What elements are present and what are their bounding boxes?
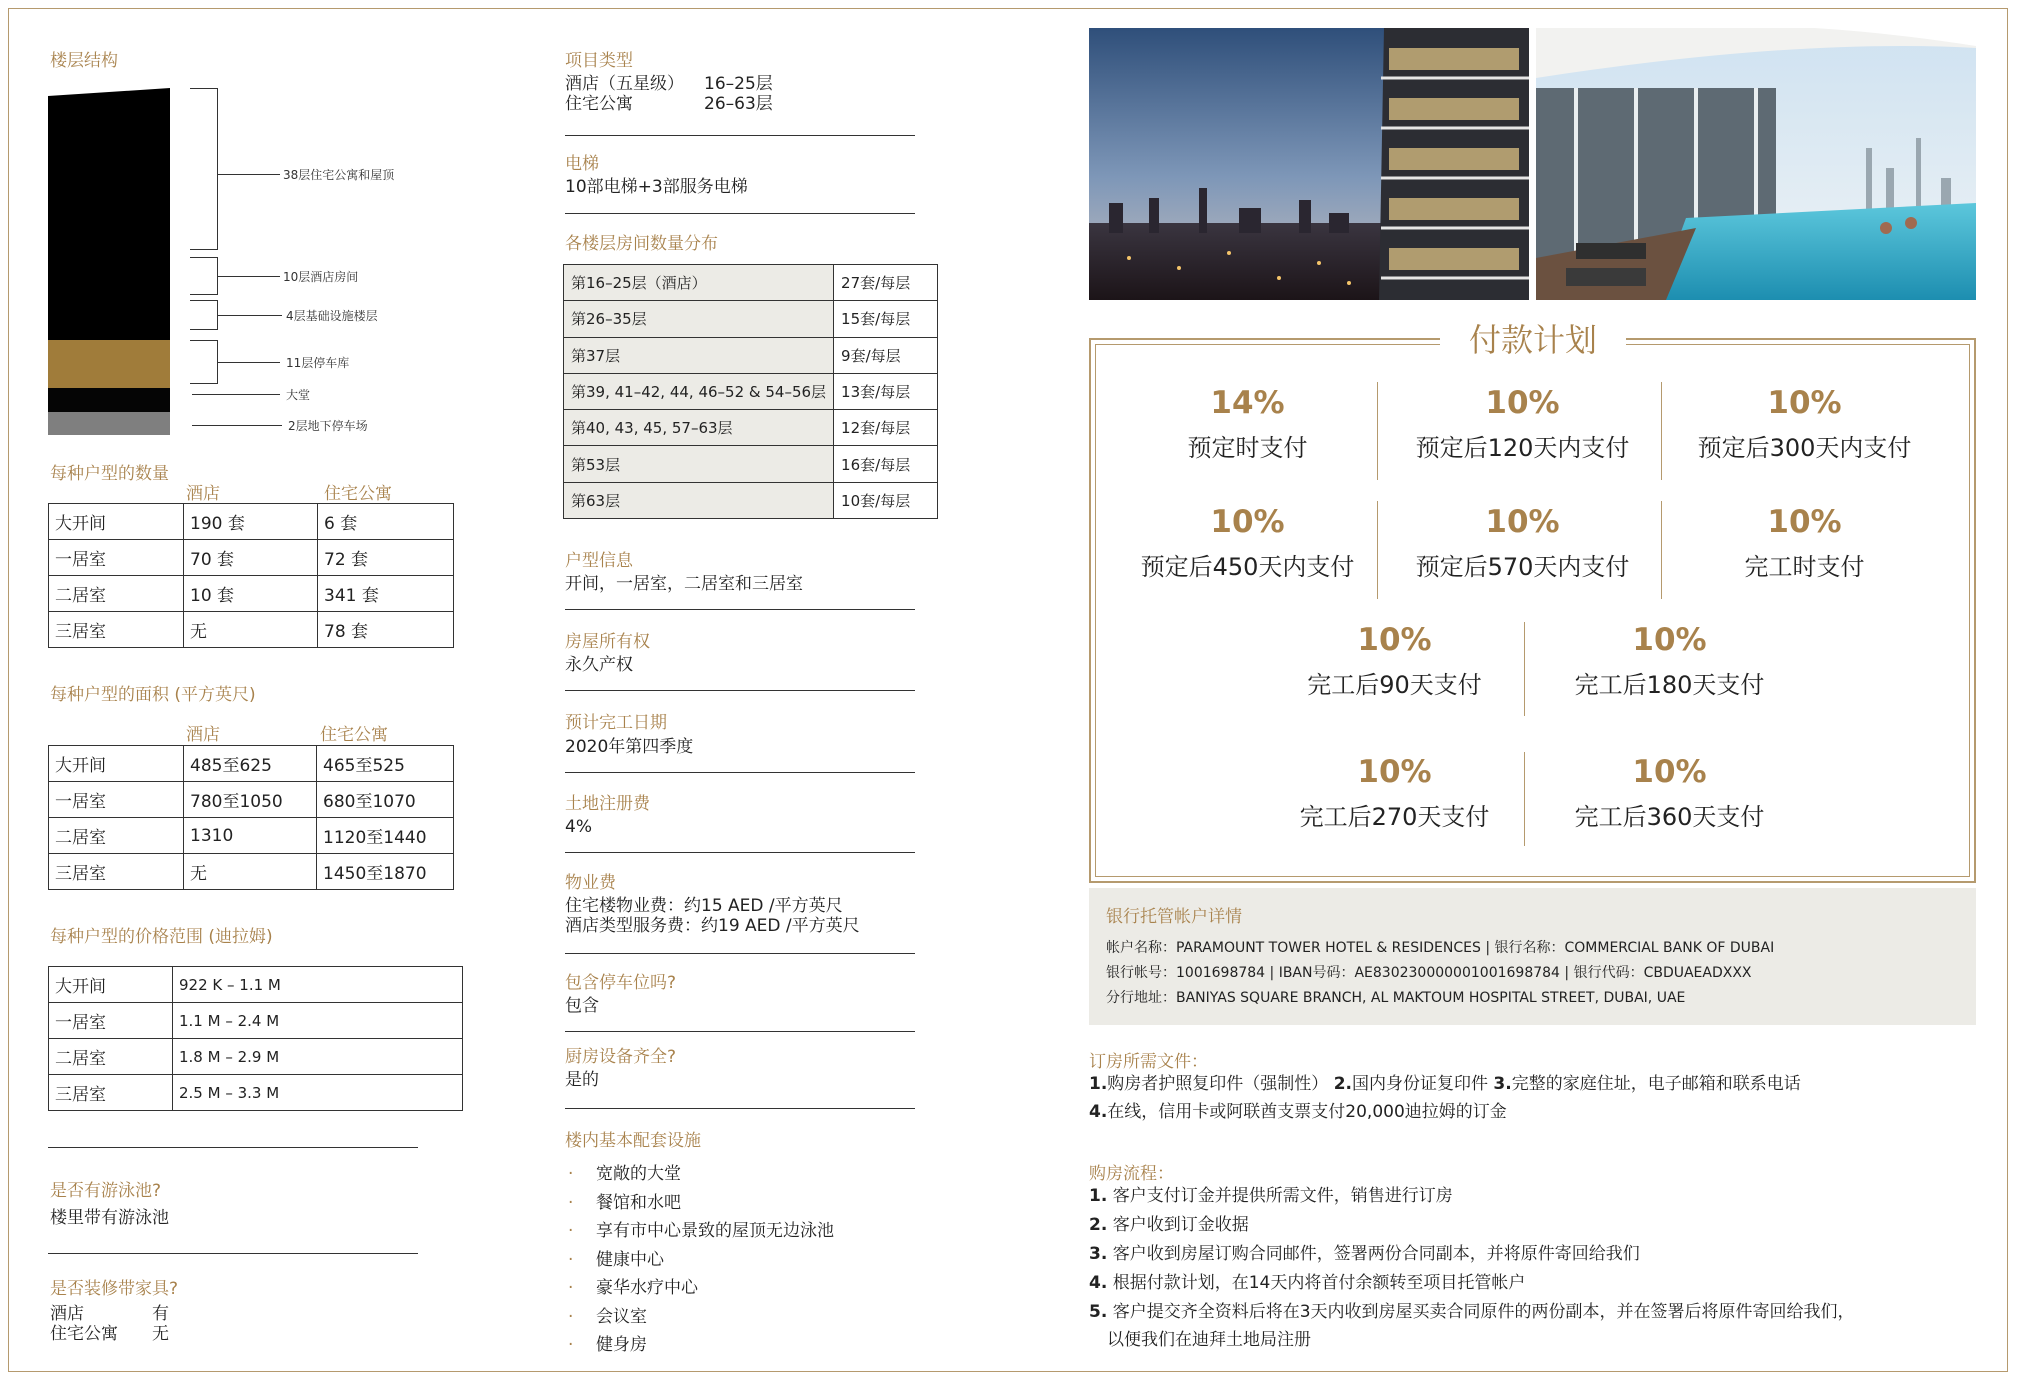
leader-line — [218, 276, 280, 277]
cell: 465至525 — [317, 746, 454, 782]
table-row — [49, 1003, 463, 1039]
list-item — [568, 1188, 681, 1213]
floor-label-residences: 38层住宅公寓和屋顶 — [283, 168, 395, 182]
elevator-title: 电梯 — [565, 154, 599, 174]
leader-line — [218, 174, 280, 175]
bracket-infrastructure — [190, 300, 218, 330]
document-item: 购房者护照复印件（强制性） — [1107, 1074, 1329, 1094]
unit-area-col-hotel: 酒店 — [186, 725, 220, 745]
floor-structure-title: 楼层结构 — [50, 51, 118, 71]
list-number: 1. — [1089, 1186, 1108, 1206]
divider — [565, 690, 915, 691]
land-fee-value: 4% — [565, 817, 592, 837]
furnished-hotel-label: 酒店 — [50, 1304, 84, 1324]
building-diagram — [48, 88, 172, 435]
cell: 72 套 — [318, 540, 454, 576]
ownership-title: 房屋所有权 — [565, 632, 650, 652]
kitchen-answer: 是的 — [565, 1070, 599, 1090]
payment-description: 预定后300天内支付 — [1697, 434, 1912, 462]
table-row — [564, 482, 938, 518]
cell: 6 套 — [318, 504, 454, 540]
step-text: 根据付款计划，在14天内将首付余额转至项目托管帐户 — [1112, 1273, 1526, 1293]
floor-label-basement: 2层地下停车场 — [288, 419, 368, 433]
table-row — [564, 446, 938, 482]
cell: 341 套 — [318, 576, 454, 612]
divider — [565, 852, 915, 853]
process-step — [1089, 1302, 1855, 1323]
step-text: 客户提交齐全资料后将在3天内收到房屋买卖合同原件的两份副本，并在签署后将原件寄回给我们， — [1112, 1302, 1855, 1322]
cell: 第26–35层 — [564, 301, 834, 337]
divider — [565, 213, 915, 214]
payment-description: 完工后90天支付 — [1307, 671, 1482, 699]
bullet-icon: · — [568, 1307, 574, 1327]
cell: 无 — [184, 854, 317, 890]
table-row — [49, 1075, 463, 1111]
completion-title: 预计完工日期 — [565, 713, 667, 733]
table-row — [49, 576, 454, 612]
table-row — [49, 504, 454, 540]
table-row — [49, 818, 454, 854]
payment-description: 预定后450天内支付 — [1140, 553, 1355, 581]
divider — [565, 609, 915, 610]
leader-line — [192, 394, 280, 395]
list-item — [568, 1302, 647, 1327]
cell: 一居室 — [49, 782, 184, 818]
project-type-title: 项目类型 — [565, 51, 633, 71]
amenity-label: 宽敞的大堂 — [596, 1164, 681, 1184]
kitchen-question: 厨房设备齐全? — [565, 1047, 677, 1067]
furnished-hotel-value: 有 — [152, 1304, 169, 1324]
cell: 大开间 — [49, 504, 184, 540]
documents-line-2 — [1089, 1102, 1507, 1123]
payment-percent: 10% — [1485, 385, 1560, 421]
floor-label-hotel: 10层酒店房间 — [283, 270, 359, 284]
list-number: 4. — [1089, 1273, 1108, 1293]
bracket-parking — [190, 340, 218, 384]
payment-percent: 10% — [1485, 504, 1560, 540]
cell: 1.8 M – 2.9 M — [173, 1039, 463, 1075]
pool-answer: 楼里带有游泳池 — [50, 1208, 169, 1228]
service-fee-residence: 住宅楼物业费：约15 AED /平方英尺 — [565, 896, 843, 916]
cell: 第53层 — [564, 446, 834, 482]
cell: 第63层 — [564, 482, 834, 518]
bank-escrow-title: 银行托管帐户详情 — [1106, 907, 1242, 927]
cell: 16套/每层 — [834, 446, 938, 482]
list-number: 5. — [1089, 1302, 1108, 1322]
unit-area-title: 每种户型的面积 (平方英尺) — [50, 685, 256, 705]
table-row — [49, 1039, 463, 1075]
cell: 485至625 — [184, 746, 317, 782]
payment-separator — [1524, 752, 1525, 846]
bank-escrow-panel — [1089, 888, 1976, 1025]
documents-title: 订房所需文件： — [1089, 1052, 1208, 1072]
divider — [565, 953, 915, 954]
cell: 2.5 M – 3.3 M — [173, 1075, 463, 1111]
divider — [565, 772, 915, 773]
list-item — [568, 1273, 698, 1298]
unit-types-value: 开间，一居室，二居室和三居室 — [565, 574, 803, 594]
bullet-icon: · — [568, 1250, 574, 1270]
ownership-value: 永久产权 — [565, 655, 633, 675]
project-type-hotel-floors: 16–25层 — [704, 74, 773, 94]
bullet-icon: · — [568, 1278, 574, 1298]
furnished-residence-label: 住宅公寓 — [50, 1324, 118, 1344]
floor-label-parking: 11层停车库 — [286, 356, 350, 370]
cell: 13套/每层 — [834, 373, 938, 409]
documents-line-1 — [1089, 1074, 1801, 1095]
cell: 1.1 M – 2.4 M — [173, 1003, 463, 1039]
list-number: 2. — [1333, 1074, 1352, 1094]
payment-plan-title: 付款计划 — [1440, 318, 1626, 362]
list-number: 4. — [1089, 1102, 1108, 1122]
payment-description: 预定时支付 — [1187, 434, 1308, 462]
bracket-residences — [190, 88, 218, 250]
list-number: 2. — [1089, 1215, 1108, 1235]
list-number: 1. — [1089, 1074, 1108, 1094]
table-row — [564, 301, 938, 337]
payment-percent: 10% — [1357, 622, 1432, 658]
list-number: 3. — [1493, 1074, 1512, 1094]
cell: 三居室 — [49, 854, 184, 890]
bank-number-line: 银行帐号：1001698784 | IBAN号码：AE830230000001001698784 | 银行代码：CBDUAEADXXX — [1106, 965, 1752, 981]
amenity-label: 健身房 — [596, 1335, 647, 1355]
document-item: 在线，信用卡或阿联酋支票支付20,000迪拉姆的订金 — [1107, 1102, 1507, 1122]
divider — [565, 135, 915, 136]
cell: 190 套 — [184, 504, 318, 540]
cell: 一居室 — [49, 540, 184, 576]
service-fee-title: 物业费 — [565, 873, 616, 893]
service-fee-hotel: 酒店类型服务费：约19 AED /平方英尺 — [565, 916, 860, 936]
step-text: 客户支付订金并提供所需文件，销售进行订房 — [1112, 1186, 1453, 1206]
table-row — [564, 410, 938, 446]
bullet-icon: · — [568, 1335, 574, 1355]
table-row — [49, 854, 454, 890]
table-row — [49, 612, 454, 648]
cell: 70 套 — [184, 540, 318, 576]
cell: 第39, 41–42, 44, 46–52 & 54–56层 — [564, 373, 834, 409]
leader-line — [192, 425, 282, 426]
furnished-question: 是否装修带家具? — [50, 1279, 179, 1299]
process-title: 购房流程： — [1089, 1164, 1174, 1184]
price-range-table — [48, 966, 463, 1111]
list-item — [568, 1245, 664, 1270]
unit-count-col-hotel: 酒店 — [186, 484, 220, 504]
payment-percent: 10% — [1767, 504, 1842, 540]
list-item — [568, 1330, 647, 1355]
cell: 一居室 — [49, 1003, 173, 1039]
payment-description: 完工后180天支付 — [1574, 671, 1765, 699]
unit-area-table — [48, 745, 454, 890]
document-item: 国内身份证复印件 — [1352, 1074, 1488, 1094]
payment-description: 预定后570天内支付 — [1415, 553, 1630, 581]
cell: 二居室 — [49, 1039, 173, 1075]
process-step — [1089, 1186, 1453, 1207]
unit-count-title: 每种户型的数量 — [50, 464, 169, 484]
price-range-title: 每种户型的价格范围 (迪拉姆) — [50, 927, 273, 947]
process-step — [1089, 1215, 1249, 1236]
step-text: 客户收到房屋订购合同邮件，签署两份合同副本，并将原件寄回给我们 — [1112, 1244, 1640, 1264]
cell: 78 套 — [318, 612, 454, 648]
amenity-label: 享有市中心景致的屋顶无边泳池 — [596, 1221, 834, 1241]
cell: 第37层 — [564, 337, 834, 373]
cell: 三居室 — [49, 612, 184, 648]
bullet-icon: · — [568, 1193, 574, 1213]
land-fee-title: 土地注册费 — [565, 794, 650, 814]
completion-value: 2020年第四季度 — [565, 737, 694, 757]
process-step — [1089, 1244, 1640, 1265]
payment-percent: 10% — [1767, 385, 1842, 421]
project-type-residence: 住宅公寓 — [565, 94, 633, 114]
cell: 无 — [184, 612, 318, 648]
cell: 680至1070 — [317, 782, 454, 818]
parking-answer: 包含 — [565, 996, 599, 1016]
rooftop-pool-photo — [1536, 28, 1976, 300]
divider — [565, 1031, 915, 1032]
amenities-title: 楼内基本配套设施 — [565, 1131, 701, 1151]
divider — [565, 1108, 915, 1109]
table-row — [49, 746, 454, 782]
table-row — [564, 265, 938, 301]
table-row — [49, 540, 454, 576]
amenity-label: 餐馆和水吧 — [596, 1193, 681, 1213]
cell: 12套/每层 — [834, 410, 938, 446]
cell: 大开间 — [49, 967, 173, 1003]
payment-percent: 10% — [1210, 504, 1285, 540]
floor-label-infrastructure: 4层基础设施楼层 — [286, 309, 378, 323]
divider — [48, 1253, 418, 1254]
cell: 三居室 — [49, 1075, 173, 1111]
payment-separator — [1377, 382, 1378, 480]
floors-table — [563, 264, 938, 519]
tower-dusk-photo — [1089, 28, 1529, 300]
pool-question: 是否有游泳池? — [50, 1181, 162, 1201]
list-item — [568, 1216, 834, 1241]
elevator-value: 10部电梯+3部服务电梯 — [565, 177, 748, 197]
bank-branch-line: 分行地址：BANIYAS SQUARE BRANCH, AL MAKTOUM HOSPITAL STREET, DUBAI, UAE — [1106, 990, 1686, 1006]
document-item: 完整的家庭住址，电子邮箱和联系电话 — [1511, 1074, 1801, 1094]
unit-count-table — [48, 503, 454, 648]
cell: 10 套 — [184, 576, 318, 612]
payment-description: 完工后360天支付 — [1574, 803, 1765, 831]
list-item — [568, 1159, 681, 1184]
amenity-label: 健康中心 — [596, 1250, 664, 1270]
table-row — [49, 967, 463, 1003]
payment-percent: 10% — [1632, 754, 1707, 790]
cell: 27套/每层 — [834, 265, 938, 301]
cell: 1310 — [184, 818, 317, 854]
payment-separator — [1524, 622, 1525, 716]
bank-account-line: 帐户名称：PARAMOUNT TOWER HOTEL & RESIDENCES | 银行名称：COMMERCIAL BANK OF DUBAI — [1106, 940, 1775, 956]
payment-description: 预定后120天内支付 — [1415, 434, 1630, 462]
bullet-icon: · — [568, 1221, 574, 1241]
table-row — [49, 782, 454, 818]
unit-types-title: 户型信息 — [565, 551, 633, 571]
amenity-label: 豪华水疗中心 — [596, 1278, 698, 1298]
amenity-label: 会议室 — [596, 1307, 647, 1327]
payment-percent: 14% — [1210, 385, 1285, 421]
floors-title: 各楼层房间数量分布 — [565, 234, 718, 254]
leader-line — [218, 362, 280, 363]
payment-description: 完工时支付 — [1744, 553, 1865, 581]
cell: 二居室 — [49, 818, 184, 854]
parking-question: 包含停车位吗? — [565, 973, 677, 993]
cell: 10套/每层 — [834, 482, 938, 518]
cell: 780至1050 — [184, 782, 317, 818]
project-type-residence-floors: 26–63层 — [704, 94, 773, 114]
cell: 二居室 — [49, 576, 184, 612]
cell: 1120至1440 — [317, 818, 454, 854]
cell: 922 K – 1.1 M — [173, 967, 463, 1003]
payment-percent: 10% — [1357, 754, 1432, 790]
table-row — [564, 337, 938, 373]
unit-area-col-residence: 住宅公寓 — [320, 725, 388, 745]
leader-line — [218, 315, 282, 316]
payment-description: 完工后270天支付 — [1299, 803, 1490, 831]
divider — [48, 1147, 418, 1148]
payment-separator — [1377, 501, 1378, 599]
cell: 9套/每层 — [834, 337, 938, 373]
cell: 第16–25层（酒店） — [564, 265, 834, 301]
furnished-residence-value: 无 — [152, 1324, 169, 1344]
cell: 15套/每层 — [834, 301, 938, 337]
cell: 第40, 43, 45, 57–63层 — [564, 410, 834, 446]
cell: 大开间 — [49, 746, 184, 782]
process-step-continuation: 以便我们在迪拜土地局注册 — [1107, 1330, 1311, 1350]
unit-count-col-residence: 住宅公寓 — [324, 484, 392, 504]
list-number: 3. — [1089, 1244, 1108, 1264]
table-row — [564, 373, 938, 409]
bracket-hotel — [190, 257, 218, 295]
process-step — [1089, 1273, 1525, 1294]
project-type-hotel: 酒店（五星级） — [565, 74, 684, 94]
step-text: 客户收到订金收据 — [1112, 1215, 1249, 1235]
floor-label-lobby: 大堂 — [286, 388, 311, 402]
payment-percent: 10% — [1632, 622, 1707, 658]
cell: 1450至1870 — [317, 854, 454, 890]
bullet-icon: · — [568, 1164, 574, 1184]
